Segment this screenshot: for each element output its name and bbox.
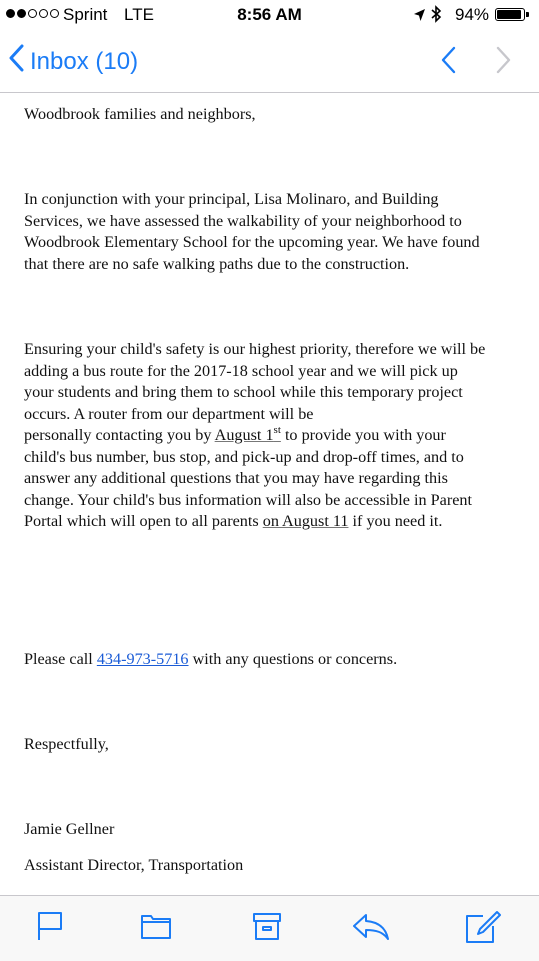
- status-bar: [0, 0, 539, 32]
- location-arrow-icon: [413, 7, 426, 27]
- body-line: Woodbrook Elementary School for the upcoming year. We have found: [24, 233, 480, 251]
- body-line: child's bus number, bus stop, and pick-up and drop-off times, and to: [24, 447, 464, 466]
- portal-open-date: on August 11: [262, 512, 349, 530]
- contact-date: August 1st: [214, 423, 281, 444]
- body-line: In conjunction with your principal, Lisa Molinaro, and Building: [24, 190, 439, 208]
- network-type-label: LTE: [124, 5, 154, 24]
- archive-icon[interactable]: [252, 910, 282, 947]
- status-time: 8:56 AM: [237, 5, 302, 24]
- back-button-label: Inbox (10): [30, 47, 139, 75]
- greeting: Woodbrook families and neighbors,: [24, 105, 256, 123]
- body-line: your students and bring them to school while this temporary project: [24, 383, 463, 401]
- chevron-left-icon: [8, 44, 24, 79]
- reply-icon[interactable]: [352, 910, 390, 947]
- body-line: Services, we have assessed the walkability of your neighborhood to: [24, 211, 462, 230]
- sender-title: Assistant Director, Transportation: [24, 856, 244, 874]
- body-line: occurs. A router from our department will be: [24, 404, 314, 423]
- flag-icon[interactable]: [36, 910, 64, 947]
- navigation-bar: [0, 32, 539, 93]
- body-line: adding a bus route for the 2017-18 school year and we will pick up: [24, 361, 458, 380]
- folder-icon[interactable]: [140, 910, 172, 947]
- previous-message-icon[interactable]: [440, 46, 456, 79]
- body-line: personally contacting you by August 1st to provide you with your: [24, 423, 446, 444]
- bottom-toolbar: [0, 895, 539, 961]
- battery-icon: [495, 8, 525, 21]
- body-line: change. Your child's bus information will also be accessible in Parent: [24, 490, 472, 509]
- paragraph-contact: Please call 434-973-5716 with any questions or concerns.: [24, 650, 398, 668]
- phone-number-link[interactable]: 434-973-5716: [96, 650, 189, 668]
- body-line: that there are no safe walking paths due to the construction.: [24, 254, 410, 273]
- next-message-icon[interactable]: [496, 46, 512, 79]
- paragraph-walkability: [24, 189, 524, 275]
- body-line: answer any additional questions that you may have regarding this: [24, 469, 448, 487]
- sender-name: Jamie Gellner: [24, 820, 115, 838]
- battery-percentage: 94%: [455, 5, 490, 24]
- body-line: Portal which will open to all parents on August 11 if you need it.: [24, 512, 443, 530]
- body-line: Ensuring your child's safety is our highest priority, therefore we will be: [24, 340, 486, 358]
- compose-icon[interactable]: [465, 910, 501, 949]
- carrier-label: Sprint: [63, 5, 108, 24]
- paragraph-bus-route: [24, 339, 524, 533]
- back-to-inbox-button[interactable]: [8, 44, 138, 79]
- bluetooth-icon: [430, 5, 442, 28]
- closing: Respectfully,: [24, 735, 109, 753]
